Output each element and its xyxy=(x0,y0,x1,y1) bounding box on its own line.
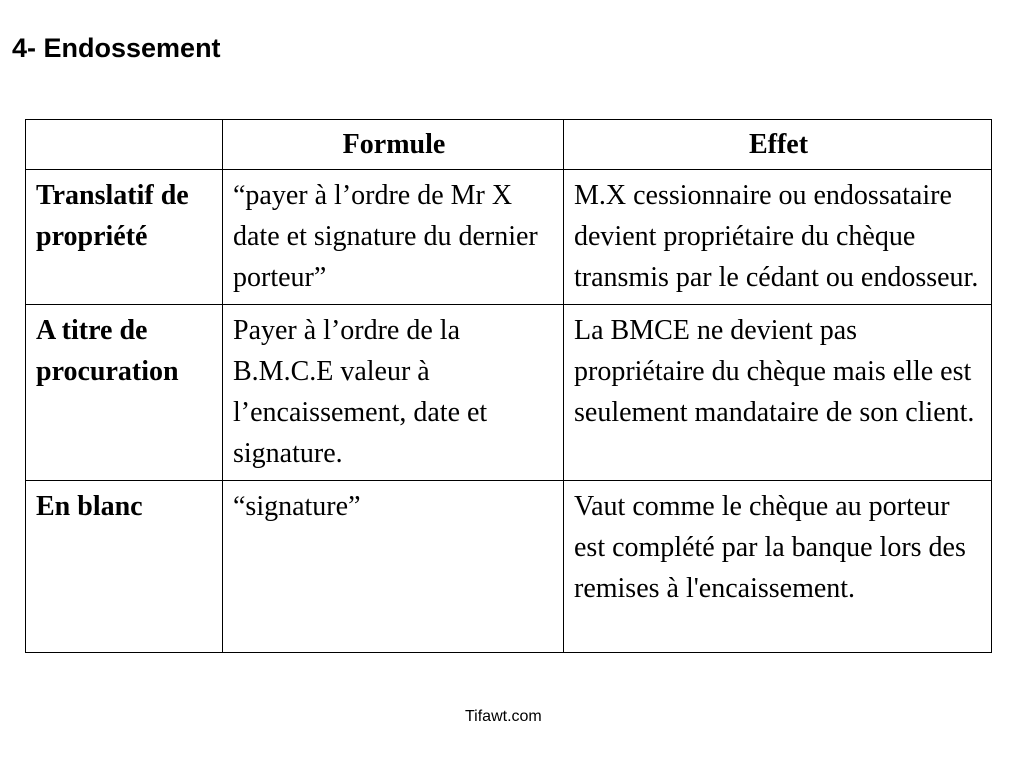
formule-cell: “payer à l’ordre de Mr X date et signature du dernier porteur” xyxy=(223,170,564,305)
row-label-en-blanc: En blanc xyxy=(26,481,223,653)
table-header-row xyxy=(26,120,992,170)
formule-cell: “signature” xyxy=(223,481,564,653)
row-label-procuration: A titre de procuration xyxy=(26,305,223,481)
effet-cell: M.X cessionnaire ou endossataire devient propriétaire du chèque transmis par le cédant ou endosseur. xyxy=(564,170,992,305)
table-row xyxy=(26,305,992,481)
formule-cell: Payer à l’ordre de la B.M.C.E valeur à l’encaissement, date et signature. xyxy=(223,305,564,481)
table-row xyxy=(26,481,992,653)
effet-cell: La BMCE ne devient pas propriétaire du chèque mais elle est seulement mandataire de son client. xyxy=(564,305,992,481)
header-effet: Effet xyxy=(564,120,992,170)
endossement-table xyxy=(25,119,992,653)
row-label-translatif: Translatif de propriété xyxy=(26,170,223,305)
header-empty xyxy=(26,120,223,170)
watermark-text: Tifawt.com xyxy=(465,708,542,725)
page-title: 4- Endossement xyxy=(12,33,221,63)
table-row xyxy=(26,170,992,305)
effet-cell: Vaut comme le chèque au porteur est complété par la banque lors des remises à l'encaissement. xyxy=(564,481,992,653)
header-formule: Formule xyxy=(223,120,564,170)
